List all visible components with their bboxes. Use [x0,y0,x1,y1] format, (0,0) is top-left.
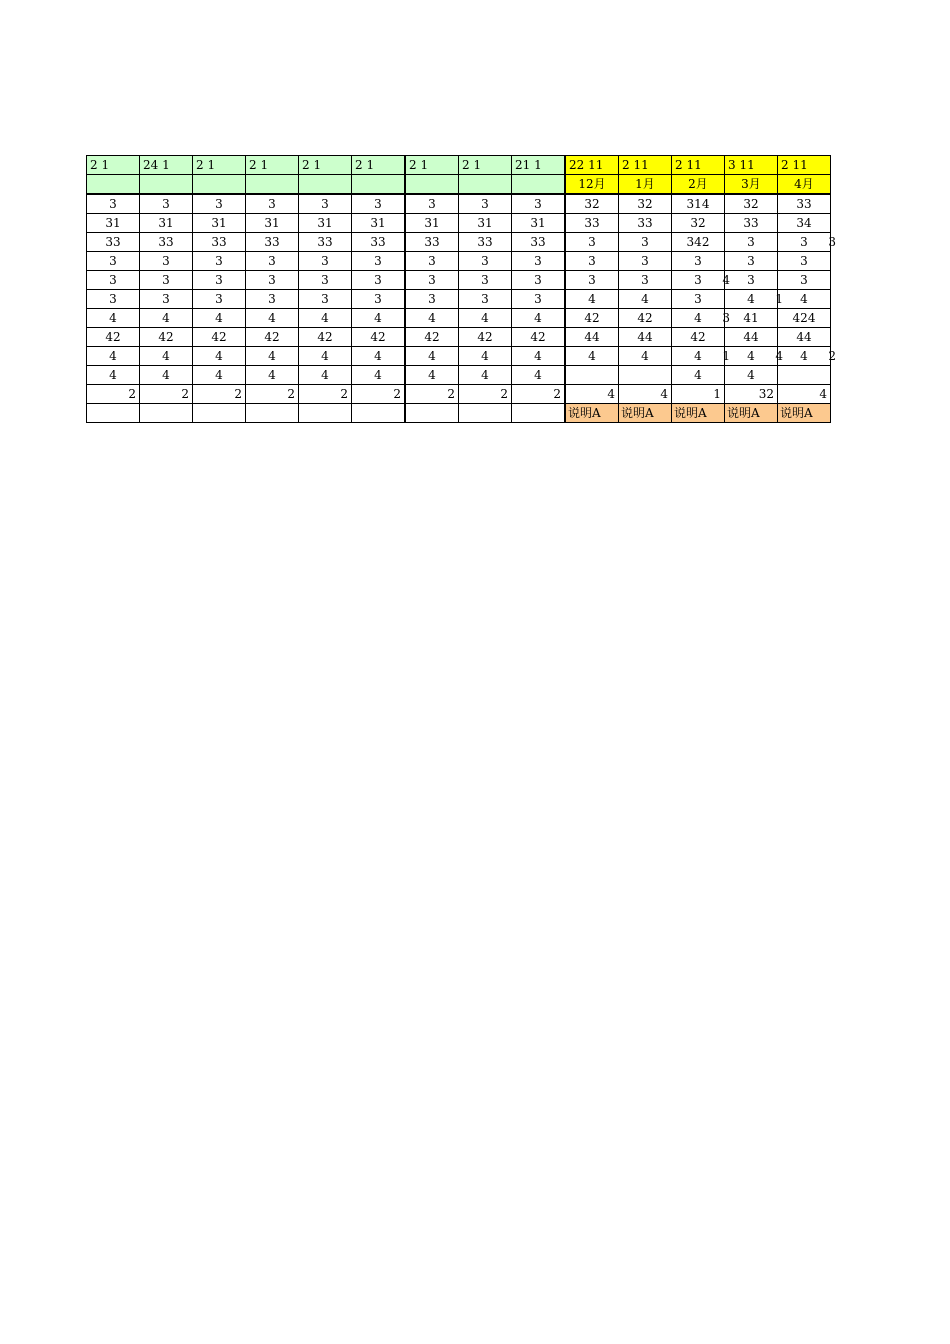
overflow-mark: 3 [722,311,730,325]
spreadsheet-table [86,155,836,423]
cell[interactable]: 33 [352,233,406,252]
cell[interactable]: 3 [619,271,672,290]
cell[interactable]: 3 [512,290,566,309]
cell[interactable]: 4 [512,347,566,366]
month-cell[interactable] [512,175,566,195]
cell[interactable]: 4 [459,309,512,328]
cell[interactable]: 44 [619,328,672,347]
cell[interactable]: 33 [512,233,566,252]
cell[interactable]: 31 [246,214,299,233]
cell[interactable]: 42 [193,328,246,347]
cell[interactable]: 42 [405,328,459,347]
cell[interactable]: 31 [140,214,193,233]
header-cell[interactable]: 24 1 [140,156,193,175]
note-cell[interactable]: 说明A [725,404,778,423]
month-cell[interactable]: 3月 [725,175,778,195]
total-cell[interactable]: 4 [778,385,831,404]
cell[interactable]: 3 4 [672,271,725,290]
cell[interactable]: 33 [619,214,672,233]
cell[interactable]: 4 [246,347,299,366]
cell[interactable]: 42 [565,309,619,328]
cell[interactable] [565,366,619,385]
cell[interactable]: 4 [299,309,352,328]
month-cell[interactable]: 2月 [672,175,725,195]
cell[interactable]: 3 [140,290,193,309]
note-cell[interactable] [246,404,299,423]
table-row [87,214,831,233]
cell[interactable]: 3 [193,290,246,309]
cell[interactable]: 4 [619,290,672,309]
cell[interactable]: 4 [87,366,140,385]
cell[interactable]: 4 1 [672,347,725,366]
cell[interactable]: 424 [778,309,831,328]
total-cell[interactable]: 1 [672,385,725,404]
total-cell[interactable]: 2 [512,385,566,404]
cell[interactable]: 3 [299,194,352,214]
cell[interactable]: 4 [193,309,246,328]
header-cell[interactable]: 2 1 [459,156,512,175]
cell[interactable]: 3 [459,252,512,271]
overflow-mark: 4 [775,349,783,363]
cell[interactable]: 3 [352,252,406,271]
totals-row [87,385,831,404]
cell[interactable]: 4 1 [725,290,778,309]
cell[interactable]: 4 [565,347,619,366]
cell[interactable]: 4 [246,366,299,385]
note-cell[interactable] [87,404,140,423]
note-cell[interactable] [405,404,459,423]
header-cell[interactable]: 2 1 [193,156,246,175]
cell[interactable]: 3 [778,271,831,290]
cell[interactable]: 3 [459,194,512,214]
cell[interactable]: 4 [352,309,406,328]
cell[interactable]: 3 [405,271,459,290]
cell[interactable]: 33 [565,214,619,233]
total-cell[interactable]: 2 [299,385,352,404]
note-cell[interactable]: 说明A [778,404,831,423]
total-cell[interactable]: 2 [459,385,512,404]
cell[interactable]: 42 [140,328,193,347]
month-cell[interactable]: 4月 [778,175,831,195]
table-row [87,309,831,328]
cell[interactable]: 3 [87,194,140,214]
cell[interactable]: 3 [193,252,246,271]
cell[interactable]: 3 [246,194,299,214]
overflow-mark: 2 [828,349,836,363]
cell[interactable]: 4 [246,309,299,328]
header-cell[interactable]: 2 11 [778,156,831,175]
cell[interactable]: 4 [405,309,459,328]
note-cell[interactable] [459,404,512,423]
cell[interactable]: 3 [619,252,672,271]
table-row [87,328,831,347]
cell[interactable] [619,366,672,385]
overflow-mark: 4 [722,273,730,287]
total-cell[interactable]: 32 [725,385,778,404]
cell[interactable]: 42 [87,328,140,347]
cell[interactable]: 3 [193,194,246,214]
cell[interactable]: 4 [512,366,566,385]
cell[interactable]: 4 [352,366,406,385]
month-cell[interactable] [140,175,193,195]
header-row [87,156,831,175]
note-cell[interactable] [193,404,246,423]
month-row [87,175,831,195]
table-row [87,290,831,309]
table-row [87,366,831,385]
table-row [87,271,831,290]
cell[interactable]: 4 [140,366,193,385]
cell[interactable]: 3 [352,194,406,214]
cell[interactable]: 42 [672,328,725,347]
note-cell[interactable]: 说明A [565,404,619,423]
header-cell[interactable]: 2 1 [87,156,140,175]
note-cell[interactable] [512,404,566,423]
cell[interactable]: 314 [672,194,725,214]
overflow-mark: 3 [828,235,836,249]
cell[interactable]: 3 [352,271,406,290]
note-cell[interactable] [140,404,193,423]
cell[interactable]: 4 [193,366,246,385]
cell[interactable]: 3 [299,290,352,309]
cell[interactable]: 3 [565,233,619,252]
cell[interactable]: 3 [405,252,459,271]
cell[interactable]: 3 [565,252,619,271]
header-cell[interactable]: 2 1 [352,156,406,175]
cell[interactable]: 4 4 [725,347,778,366]
month-cell[interactable] [352,175,406,195]
cell[interactable]: 4 [87,309,140,328]
cell[interactable]: 3 3 [778,233,831,252]
total-cell[interactable]: 2 [140,385,193,404]
header-cell[interactable]: 21 1 [512,156,566,175]
cell[interactable]: 3 [352,290,406,309]
cell[interactable]: 3 [725,271,778,290]
overflow-mark: 1 [775,292,783,306]
cell[interactable]: 3 [193,271,246,290]
cell[interactable]: 4 [87,347,140,366]
cell[interactable]: 33 [405,233,459,252]
month-cell[interactable]: 12月 [565,175,619,195]
cell[interactable]: 4 [619,347,672,366]
cell[interactable]: 3 [246,252,299,271]
cell[interactable]: 3 [619,233,672,252]
cell[interactable]: 4 [459,366,512,385]
cell[interactable]: 4 [140,309,193,328]
month-cell[interactable]: 1月 [619,175,672,195]
cell[interactable]: 42 [619,309,672,328]
total-cell[interactable]: 4 [565,385,619,404]
cell[interactable]: 3 [672,290,725,309]
cell[interactable]: 42 [512,328,566,347]
cell[interactable]: 33 [778,194,831,214]
note-cell[interactable] [299,404,352,423]
cell[interactable]: 31 [459,214,512,233]
cell[interactable]: 33 [193,233,246,252]
cell[interactable]: 3 [246,290,299,309]
cell[interactable]: 3 [672,252,725,271]
total-cell[interactable]: 2 [246,385,299,404]
cell[interactable]: 4 [512,309,566,328]
overflow-mark: 1 [722,349,730,363]
header-cell[interactable]: 2 1 [405,156,459,175]
cell[interactable]: 3 [565,271,619,290]
total-cell[interactable]: 4 [619,385,672,404]
cell[interactable]: 31 [512,214,566,233]
cell[interactable]: 3 [246,271,299,290]
cell[interactable]: 3 [405,194,459,214]
header-cell[interactable]: 2 1 [299,156,352,175]
cell[interactable]: 4 [352,347,406,366]
cell[interactable]: 44 [725,328,778,347]
header-cell[interactable]: 2 1 [246,156,299,175]
cell[interactable]: 42 [459,328,512,347]
cell[interactable]: 33 [725,214,778,233]
cell[interactable]: 3 [299,252,352,271]
cell[interactable]: 342 [672,233,725,252]
cell[interactable] [778,366,831,385]
cell[interactable]: 33 [87,233,140,252]
total-cell[interactable]: 2 [193,385,246,404]
cell[interactable]: 4 [405,366,459,385]
cell[interactable]: 31 [352,214,406,233]
table-row [87,233,831,252]
cell[interactable]: 4 3 [672,309,725,328]
cell[interactable]: 42 [299,328,352,347]
month-cell[interactable] [87,175,140,195]
header-cell[interactable]: 3 11 [725,156,778,175]
cell[interactable]: 3 [459,271,512,290]
cell[interactable]: 4 [672,366,725,385]
cell[interactable]: 32 [672,214,725,233]
cell[interactable]: 3 [87,290,140,309]
cell[interactable]: 4 [778,290,831,309]
cell[interactable]: 3 [405,290,459,309]
cell[interactable]: 33 [246,233,299,252]
cell[interactable]: 4 [140,347,193,366]
cell[interactable]: 41 [725,309,778,328]
cell[interactable]: 3 [512,271,566,290]
total-cell[interactable]: 2 [405,385,459,404]
header-cell[interactable]: 2 11 [619,156,672,175]
note-cell[interactable] [352,404,406,423]
table-row [87,194,831,214]
month-cell[interactable] [246,175,299,195]
cell[interactable]: 3 [140,252,193,271]
cell[interactable]: 4 [405,347,459,366]
cell[interactable]: 3 [512,194,566,214]
total-cell[interactable]: 2 [87,385,140,404]
cell[interactable]: 31 [87,214,140,233]
cell[interactable]: 44 [565,328,619,347]
cell[interactable]: 31 [405,214,459,233]
note-cell[interactable]: 说明A [672,404,725,423]
note-cell[interactable]: 说明A [619,404,672,423]
cell[interactable]: 31 [299,214,352,233]
cell[interactable]: 4 [299,347,352,366]
cell[interactable]: 32 [565,194,619,214]
month-cell[interactable] [405,175,459,195]
cell[interactable]: 3 [87,271,140,290]
total-cell[interactable]: 2 [352,385,406,404]
cell[interactable]: 42 [246,328,299,347]
cell[interactable]: 32 [619,194,672,214]
cell[interactable]: 4 [459,347,512,366]
notes-row [87,404,831,423]
table-row [87,347,831,366]
cell[interactable]: 44 [778,328,831,347]
cell[interactable]: 3 [512,252,566,271]
header-cell[interactable]: 2 11 [672,156,725,175]
cell[interactable]: 42 [352,328,406,347]
cell[interactable]: 4 [299,366,352,385]
cell[interactable]: 33 [299,233,352,252]
cell[interactable]: 4 2 [778,347,831,366]
cell[interactable]: 3 [140,271,193,290]
cell[interactable]: 4 [193,347,246,366]
cell[interactable]: 3 [725,233,778,252]
cell[interactable]: 3 [299,271,352,290]
month-cell[interactable] [459,175,512,195]
cell[interactable]: 34 [778,214,831,233]
header-cell[interactable]: 22 11 [565,156,619,175]
cell[interactable]: 3 [87,252,140,271]
table-row [87,252,831,271]
cell[interactable]: 3 [140,194,193,214]
cell[interactable]: 33 [459,233,512,252]
cell[interactable]: 4 [725,366,778,385]
month-cell[interactable] [299,175,352,195]
cell[interactable]: 32 [725,194,778,214]
cell[interactable]: 3 [778,252,831,271]
cell[interactable]: 33 [140,233,193,252]
cell[interactable]: 3 [725,252,778,271]
cell[interactable]: 4 [565,290,619,309]
cell[interactable]: 31 [193,214,246,233]
cell[interactable]: 3 [459,290,512,309]
month-cell[interactable] [193,175,246,195]
